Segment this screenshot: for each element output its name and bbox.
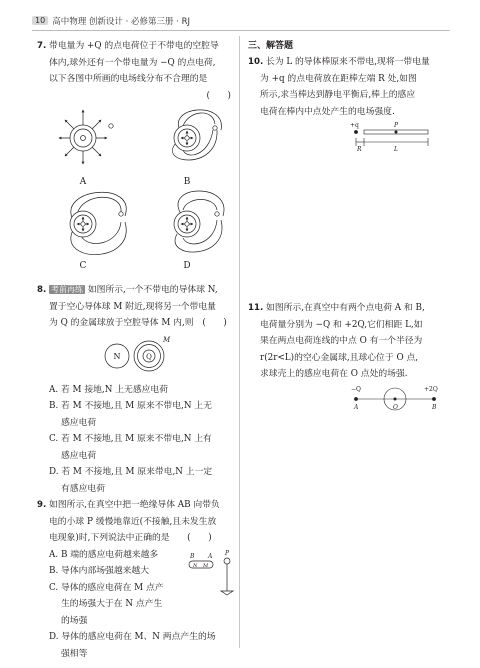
q7-line-3: 以下各图中所画的电场线分布不合理的是 xyxy=(49,74,208,84)
q9-option-c-cont2: 的场强 xyxy=(61,615,88,626)
q7-line-2: 体内,球外还有一个带电量为 −Q 的点电荷, xyxy=(49,57,216,68)
svg-text:A: A xyxy=(208,552,213,560)
q9-option-d: D. 导体的感应电荷在 M、N 两点产生的场 xyxy=(49,632,216,642)
page-number: 10 xyxy=(32,16,48,25)
q9-figure xyxy=(187,549,237,597)
column-divider xyxy=(239,36,240,648)
q7-answer-paren: ( ) xyxy=(206,90,231,101)
q9-option-c-cont1: 生的场强大于在 N 点产生 xyxy=(61,599,163,609)
q8-option-d: D. 若 M 不接地,且 M 原来带电,N 上一定 xyxy=(49,467,213,477)
q9-option-d-cont: 强相等 xyxy=(61,648,88,659)
q11-line-1: 11. 如图所示,在真空中有两个点电荷 A 和 B, xyxy=(248,303,425,313)
question-11 xyxy=(248,300,448,419)
svg-text:B: B xyxy=(432,403,437,411)
header-divider xyxy=(32,30,450,31)
q10-figure xyxy=(248,120,448,152)
q8-option-b-cont: 感应电荷 xyxy=(61,417,97,428)
q8-line-3: 为 Q 的金属球放于空腔导体 M 内,则 ( ) xyxy=(49,318,227,328)
svg-text:N: N xyxy=(193,562,198,569)
question-7 xyxy=(37,38,237,276)
q11-figure xyxy=(248,383,448,415)
svg-text:M: M xyxy=(163,335,171,344)
svg-text:A: A xyxy=(354,403,359,411)
svg-text:P: P xyxy=(394,122,399,129)
figure-b xyxy=(172,110,221,160)
q8-option-c-cont: 感应电荷 xyxy=(61,450,97,461)
q8-figure xyxy=(37,332,237,378)
q8-option-c: C. 若 M 不接地,且 M 原来不带电,N 上有 xyxy=(49,434,212,444)
svg-text:M: M xyxy=(203,562,209,569)
figure-d xyxy=(174,191,224,252)
page-header xyxy=(32,14,190,27)
q11-line-5: 求球壳上的感应电荷在 O 点处的场强. xyxy=(260,369,408,379)
q8-option-a: A. 若 M 接地,N 上无感应电荷 xyxy=(49,384,169,395)
q9-option-b: B. 导体内部场强越来越大 xyxy=(49,566,150,576)
q8-option-d-cont: 有感应电荷 xyxy=(61,483,105,494)
svg-text:R: R xyxy=(357,146,362,152)
q8-line-2: 置于空心导体球 M 附近,现将另一个带电量 xyxy=(49,301,216,312)
svg-text:P: P xyxy=(225,549,230,557)
book-title: 高中物理 创新设计 · 必修第三册 · RJ xyxy=(52,16,191,27)
right-column xyxy=(248,38,448,419)
svg-text:N: N xyxy=(113,351,121,361)
left-column xyxy=(37,38,237,662)
svg-text:Q: Q xyxy=(146,352,152,361)
q8-option-b: B. 若 M 不接地,且 M 原来不带电,N 上无 xyxy=(49,401,212,411)
svg-text:B: B xyxy=(190,552,195,560)
question-8 xyxy=(37,282,237,497)
question-10 xyxy=(248,54,448,156)
q9-options-area xyxy=(37,547,237,663)
q9-line-2: 电的小球 P 缓慢地靠近(不接触,且未发生放 xyxy=(49,516,217,527)
q10-line-2: 为 +q 的点电荷放在距棒左端 R 处,如图 xyxy=(260,73,417,84)
question-9 xyxy=(37,497,237,662)
figure-b-label: B xyxy=(183,177,191,187)
svg-text:O: O xyxy=(393,403,398,411)
q10-line-4: 电荷在棒内中点处产生的电场强度. xyxy=(260,106,395,117)
q11-line-2: 电荷量分别为 −Q 和 +2Q,它们相距 L,如 xyxy=(260,319,423,330)
q7-line-1: 7. 带电量为 +Q 的点电荷位于不带电的空腔导 xyxy=(37,41,219,51)
svg-text:L: L xyxy=(394,146,398,152)
figure-c-label: C xyxy=(79,261,87,271)
figure-c xyxy=(70,192,126,254)
q8-line-1: 8. 考前再练 如图所示,一个不带电的导体球 N, xyxy=(37,285,218,295)
figure-d-label: D xyxy=(183,261,191,271)
section-title: 三、解答题 xyxy=(248,41,294,51)
q10-line-1: 10. 长为 L 的导体棒原来不带电,现将一带电量 xyxy=(248,57,430,67)
q9-line-3: 电现象)时,下列说法中正确的是 ( ) xyxy=(49,533,212,543)
q11-line-3: 果在两点电荷连线的中点 O 有一个半径为 xyxy=(260,336,423,346)
q7-figures xyxy=(37,104,237,272)
figure-a xyxy=(59,110,113,164)
answer-space-10 xyxy=(248,156,448,300)
exam-practice-tag: 考前再练 xyxy=(51,285,84,294)
svg-text:+q: +q xyxy=(350,122,359,129)
q9-option-a: A. B 端的感应电荷越来越多 xyxy=(49,549,159,560)
svg-text:+2Q: +2Q xyxy=(424,385,438,393)
q9-option-c: C. 导体的感应电荷在 M 点产 xyxy=(49,582,164,593)
svg-text:−Q: −Q xyxy=(351,385,361,393)
figure-a-label: A xyxy=(79,177,87,187)
q11-line-4: r(2r<L)的空心金属球,且球心位于 O 点, xyxy=(260,352,419,363)
q9-line-1: 9. 如图所示,在真空中把一绝缘导体 AB 向带负 xyxy=(37,500,220,510)
q10-line-3: 所示,求当棒达到静电平衡后,棒上的感应 xyxy=(260,90,416,100)
